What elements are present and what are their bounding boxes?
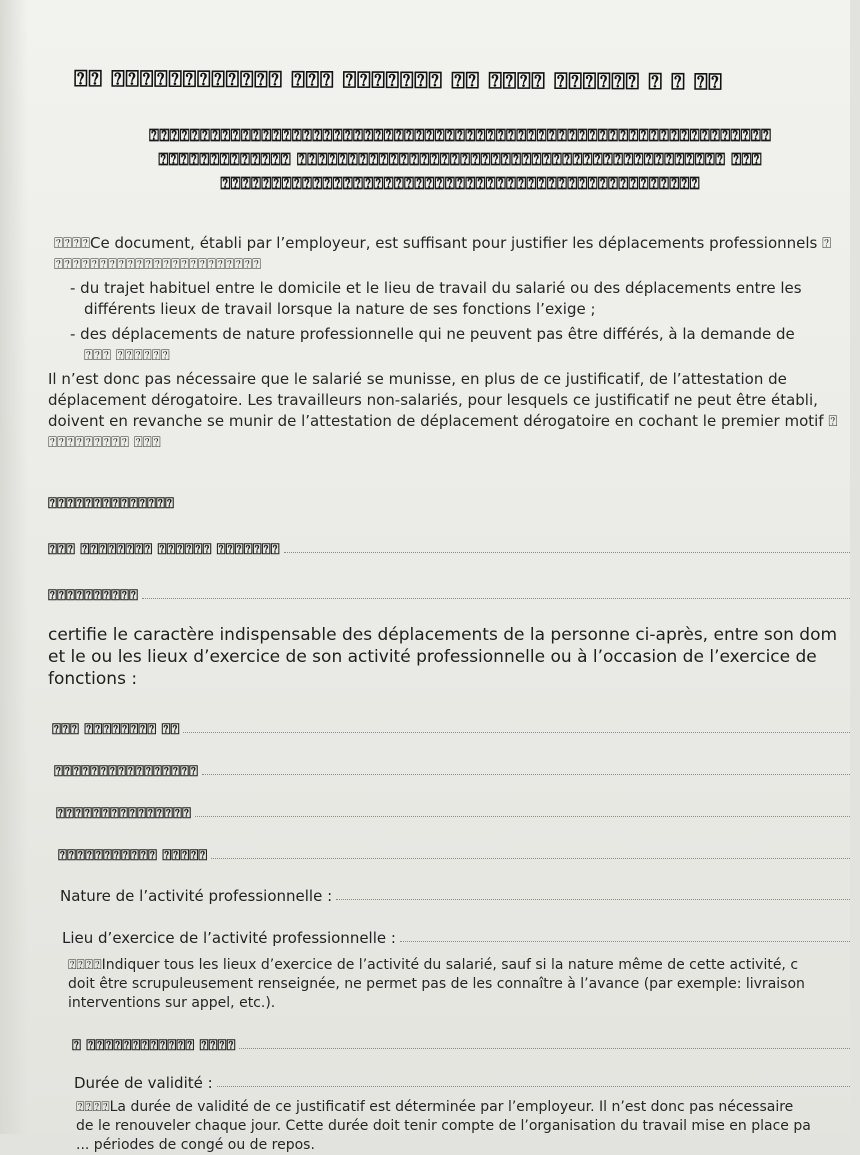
employee-address-field[interactable] (58, 840, 850, 864)
bullet-2-line-1: - des déplacements de nature professionnelle qui ne peuvent pas être différés, à la demande de (70, 325, 795, 343)
employee-firstname-dotted-line[interactable] (202, 774, 850, 775)
employee-birthdate-dotted-line[interactable] (195, 816, 850, 817)
validity-note-line-3: ... périodes de congé ou de repos. (76, 1137, 315, 1153)
subtitle-line-1: ⍰⍰⍰⍰⍰⍰⍰⍰⍰⍰⍰⍰⍰⍰⍰⍰⍰⍰⍰⍰⍰⍰⍰⍰⍰⍰⍰⍰⍰⍰⍰⍰⍰⍰⍰⍰⍰⍰⍰⍰⍰⍰⍰⍰⍰⍰⍰⍰⍰⍰⍰⍰⍰⍰⍰⍰⍰⍰⍰⍰⍰ (148, 126, 772, 146)
place-note-line-2: doit être scrupuleusement renseignée, ne permet pas de les connaître à l’avance (par exemple: livraison (68, 976, 805, 992)
para2-line-3: doivent en revanche se munir de l’attestation de déplacement dérogatoire en cochant le premier motif ⍰ (48, 412, 838, 430)
bullet-1-line-1: - du trajet habituel entre le domicile et le lieu de travail du salarié ou des déplacements entre les (70, 279, 802, 297)
employee-birthdate-field[interactable] (56, 798, 850, 822)
employee-firstname-field[interactable] (54, 756, 850, 780)
activity-place-field[interactable] (62, 923, 850, 947)
employer-function-field[interactable] (48, 580, 850, 604)
employer-name-field[interactable] (48, 534, 850, 558)
subtitle-line-3: ⍰⍰⍰⍰⍰⍰⍰⍰⍰⍰⍰⍰⍰⍰⍰⍰⍰⍰⍰⍰⍰⍰⍰⍰⍰⍰⍰⍰⍰⍰⍰⍰⍰⍰⍰⍰⍰⍰⍰⍰⍰⍰⍰⍰⍰⍰⍰ (220, 174, 700, 194)
employee-address-label: ⍰⍰⍰⍰⍰⍰⍰⍰⍰⍰⍰ ⍰⍰⍰⍰⍰ (58, 846, 208, 864)
activity-nature-label: Nature de l’activité professionnelle : (60, 887, 333, 905)
transport-dotted-line[interactable] (239, 1048, 850, 1049)
activity-place-label: Lieu d’exercice de l’activité professionnelle : (62, 929, 396, 947)
activity-nature-field[interactable] (60, 881, 850, 905)
subtitle-line-2: ⍰⍰⍰⍰⍰⍰⍰⍰⍰⍰⍰⍰⍰ ⍰⍰⍰⍰⍰⍰⍰⍰⍰⍰⍰⍰⍰⍰⍰⍰⍰⍰⍰⍰⍰⍰⍰⍰⍰⍰⍰⍰⍰⍰⍰⍰⍰⍰⍰⍰⍰⍰⍰⍰⍰⍰ ⍰⍰⍰ (158, 150, 762, 170)
place-note (68, 956, 805, 1013)
non-salaried-paragraph (48, 369, 837, 453)
employer-function-dotted-line[interactable] (142, 598, 850, 599)
employer-name-dotted-line[interactable] (284, 552, 850, 553)
certify-line-3: fonctions : (48, 669, 138, 689)
employer-name-label: ⍰⍰⍰ ⍰⍰⍰⍰⍰⍰⍰⍰ ⍰⍰⍰⍰⍰⍰ ⍰⍰⍰⍰⍰⍰⍰ (48, 540, 280, 558)
certify-paragraph (48, 624, 837, 690)
activity-nature-dotted-line[interactable] (336, 899, 850, 900)
validity-dotted-line[interactable] (217, 1086, 850, 1087)
validity-label: Durée de validité : (74, 1074, 213, 1092)
bullet-1-line-2: différents lieux de travail lorsque la nature de ses fonctions l’exige ; (84, 300, 596, 318)
validity-note-line-1: La durée de validité de ce justificatif est déterminée par l’employeur. Il n’est donc pas nécessaire (109, 1099, 794, 1115)
employer-function-label: ⍰⍰⍰⍰⍰⍰⍰⍰⍰⍰ (48, 586, 139, 604)
employee-name-dotted-line[interactable] (183, 732, 850, 733)
intro-prefix: ⍰⍰⍰⍰ (54, 234, 91, 252)
employee-name-field[interactable] (52, 714, 850, 738)
intro-line-1: Ce document, établi par l’employeur, est suffisant pour justifier les déplacements professionnels ⍰ (90, 234, 832, 252)
para2-line-4: ⍰⍰⍰⍰⍰⍰⍰⍰⍰ ⍰⍰⍰ (48, 433, 161, 451)
transport-field[interactable] (72, 1030, 850, 1054)
place-note-line-1: Indiquer tous les lieux d’exercice de l’activité du salarié, sauf si la nature même de cette activité, c (101, 957, 799, 973)
validity-note-line-2: de le renouveler chaque jour. Cette durée doit tenir compte de l’organisation du travail mise en place pa (76, 1118, 811, 1134)
employee-address-dotted-line[interactable] (211, 858, 850, 859)
para2-line-1: Il n’est donc pas nécessaire que le salarié se munisse, en plus de ce justificatif, de l’attestation de (48, 370, 787, 388)
validity-note-prefix: ⍰⍰⍰⍰ (76, 1099, 110, 1115)
employee-birthdate-label: ⍰⍰⍰⍰⍰⍰⍰⍰⍰⍰⍰⍰⍰⍰⍰ (56, 804, 192, 822)
employee-name-label: ⍰⍰⍰ ⍰⍰⍰⍰⍰⍰⍰⍰ ⍰⍰ (52, 720, 180, 738)
document-title: ⍰⍰ ⍰⍰⍰⍰⍰⍰⍰⍰⍰⍰⍰⍰ ⍰⍰⍰ ⍰⍰⍰⍰⍰⍰⍰ ⍰⍰ ⍰⍰⍰⍰ ⍰⍰⍰⍰⍰⍰ ⍰ ⍰ ⍰⍰ (73, 66, 723, 96)
certify-line-2: et le ou les lieux d’exercice de son activité professionnelle ou à l’occasion de l’exercice de (48, 647, 817, 667)
para2-line-2: déplacement dérogatoire. Les travailleurs non-salariés, pour lesquels ce justificatif ne peut être établi, (48, 391, 818, 409)
validity-field[interactable] (74, 1068, 850, 1092)
place-note-prefix: ⍰⍰⍰⍰ (68, 957, 102, 973)
validity-note (76, 1098, 811, 1155)
page-shadow (0, 0, 28, 1134)
bullet-item-2 (70, 324, 795, 366)
employer-heading: ⍰⍰⍰⍰⍰⍰⍰⍰⍰⍰⍰⍰⍰⍰ (48, 494, 175, 512)
employee-firstname-label: ⍰⍰⍰⍰⍰⍰⍰⍰⍰⍰⍰⍰⍰⍰⍰⍰ (54, 762, 199, 780)
bullet-2-line-2: ⍰⍰⍰ ⍰⍰⍰⍰⍰⍰ (84, 346, 170, 364)
bullet-item-1 (70, 278, 802, 320)
place-note-line-3: interventions sur appel, etc.). (68, 995, 276, 1011)
activity-place-dotted-line[interactable] (400, 941, 850, 942)
certify-line-1: certifie le caractère indispensable des déplacements de la personne ci-après, entre son dom (48, 625, 838, 645)
transport-label: ⍰ ⍰⍰⍰⍰⍰⍰⍰⍰⍰⍰⍰⍰ ⍰⍰⍰⍰ (72, 1036, 236, 1054)
intro-line-2: ⍰⍰⍰⍰⍰⍰⍰⍰⍰⍰⍰⍰⍰⍰⍰⍰⍰⍰⍰⍰⍰⍰⍰ (54, 255, 262, 273)
intro-paragraph (54, 233, 831, 275)
